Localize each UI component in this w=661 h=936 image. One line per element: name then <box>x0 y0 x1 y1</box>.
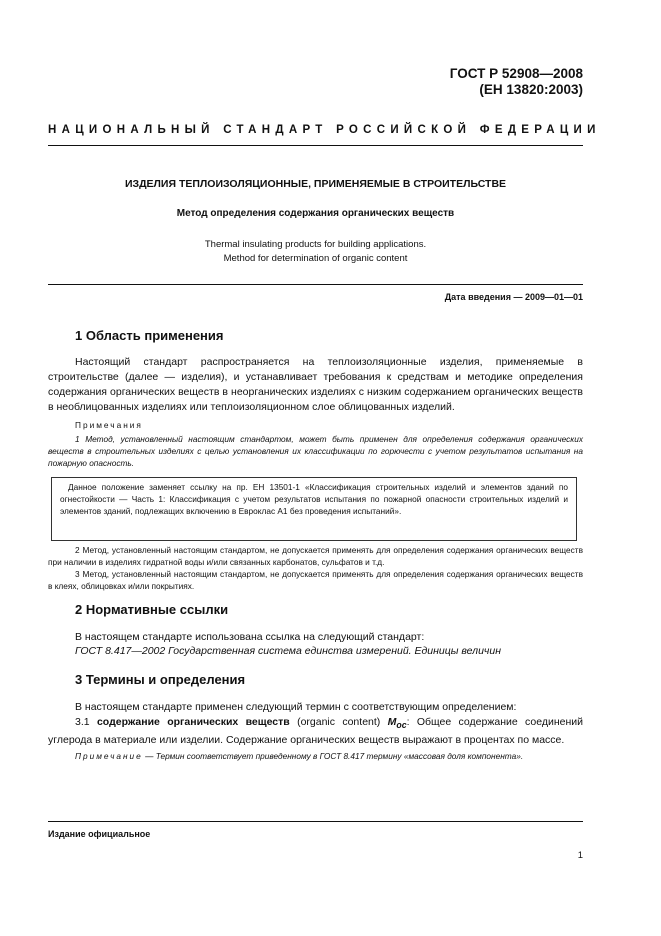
term-name: содержание органических веществ <box>96 716 290 728</box>
term-number: 3.1 <box>75 716 90 728</box>
term-symbol: M <box>387 716 397 728</box>
section-3-note-label: Примечание <box>75 751 143 761</box>
national-standard-banner: НАЦИОНАЛЬНЫЙ СТАНДАРТ РОССИЙСКОЙ ФЕДЕРАЦИИ <box>48 124 601 136</box>
note-2: 2 Метод, установленный настоящим стандартом, не допускается применять для определения содержания органических веществ при наличии в изделиях гидратной воды и/или связанных карбонатов, сульфатов и т.д. <box>48 545 583 567</box>
page-number: 1 <box>577 850 583 861</box>
title-divider <box>48 284 583 285</box>
english-title-line2: Method for determination of organic content <box>223 253 408 264</box>
footer-divider <box>48 821 583 822</box>
term-english: (organic content) <box>297 716 381 728</box>
replacement-notice-box: Данное положение заменяет ссылку на пр. ЕН 13501-1 «Классификация строительных изделий и элементов зданий по огнестойкости — Часть 1: Классификация с учетом результатов испытания по пожарной опасности строительных изделий и элементов зданий, подлежащих включению в Евроклас А1 без проведения испытаний». <box>51 477 577 541</box>
notes-label: Примечания <box>75 420 143 430</box>
section-2-heading: 2 Нормативные ссылки <box>75 602 229 617</box>
document-title: ИЗДЕЛИЯ ТЕПЛОИЗОЛЯЦИОННЫЕ, ПРИМЕНЯЕМЫЕ В СТРОИТЕЛЬСТВЕ <box>124 178 507 190</box>
note-3: 3 Метод, установленный настоящим стандартом, не допускается применять для определения содержания органических веществ в клеях, облицовках и/или покрытиях. <box>48 569 583 591</box>
english-title-line1: Thermal insulating products for building applications. <box>204 239 427 250</box>
section-1-heading: 1 Область применения <box>75 328 224 343</box>
english-title <box>48 238 583 266</box>
standard-number <box>450 66 583 98</box>
term-definition <box>48 715 583 748</box>
document-subtitle: Метод определения содержания органических веществ <box>176 208 455 219</box>
section-3-heading: 3 Термины и определения <box>75 672 246 687</box>
section-1-paragraph: Настоящий стандарт распространяется на теплоизоляционные изделия, применяемые в строительстве (далее — изделия), и устанавливает требования к средствам и методике определения содержания органических веществ в неорганических изделиях с низким содержанием органических веществ в необлицованных изделиях или теплоизоляционном слое облицованных изделий. <box>48 356 583 413</box>
note-1: 1 Метод, установленный настоящим стандартом, может быть применен для определения содержания органических веществ в строительных изделиях с целью установления их классификации по горючести с учетом результатов испытания на пожарную опасность. <box>48 434 583 468</box>
top-divider <box>48 145 583 146</box>
section-3-note-text: — Термин соответствует приведенному в ГОСТ 8.417 термину «массовая доля компонента». <box>142 751 524 761</box>
standard-number-line1: ГОСТ Р 52908—2008 <box>449 66 583 81</box>
official-edition-label: Издание официальное <box>48 829 151 839</box>
section-3-note <box>48 750 583 762</box>
term-symbol-subscript: oc <box>396 720 407 731</box>
section-3-paragraph: В настоящем стандарте применен следующий термин с соответствующим определением: <box>75 701 517 713</box>
term-definition-text: : Общее содержание соединений углерода в материале или изделии. Содержание органических веществ выражают в процентах по массе. <box>48 716 584 747</box>
normative-reference: ГОСТ 8.417—2002 Государственная система единства измерений. Единицы величин <box>75 645 501 657</box>
section-2-paragraph: В настоящем стандарте использована ссылка на следующий стандарт: <box>75 631 425 643</box>
standard-number-line2: (ЕН 13820:2003) <box>479 82 583 97</box>
introduction-date: Дата введения — 2009—01—01 <box>444 292 583 302</box>
